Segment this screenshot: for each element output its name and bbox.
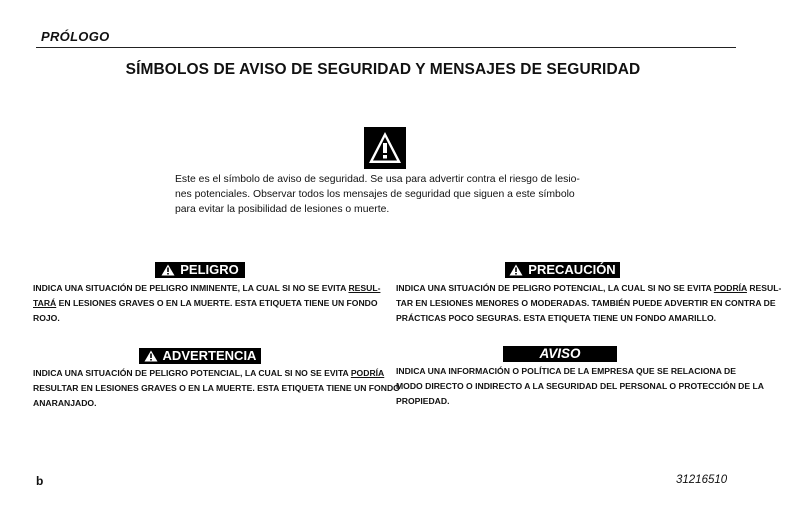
- page-title: SÍMBOLOS DE AVISO DE SEGURIDAD Y MENSAJES DE SEGURIDAD: [125, 61, 641, 78]
- advertencia-text-emphasis: PODRÍA: [350, 368, 385, 378]
- peligro-text: EN LESIONES GRAVES O EN LA MUERTE. ESTA ETIQUETA TIENE UN FONDO: [56, 298, 378, 308]
- advertencia-label-text: ADVERTENCIA: [162, 348, 257, 363]
- advertencia-description: [33, 366, 400, 411]
- precaucion-text-emphasis: PODRÍA: [713, 283, 747, 293]
- precaucion-text: INDICA UNA SITUACIÓN DE PELIGRO POTENCIAL, LA CUAL SI NO SE EVITA: [396, 283, 714, 293]
- advertencia-text: ANARANJADO.: [33, 398, 97, 408]
- peligro-label: [155, 262, 245, 278]
- warning-triangle-icon: [161, 264, 175, 276]
- document-number: 31216510: [676, 474, 728, 486]
- warning-triangle-icon: [364, 127, 406, 169]
- precaucion-text: TAR EN LESIONES MENORES O MODERADAS. TAMBIÉN PUEDE ADVERTIR EN CONTRA DE: [396, 298, 776, 308]
- safety-alert-symbol: [364, 127, 406, 169]
- section-header: PRÓLOGO: [41, 29, 110, 44]
- advertencia-label: [139, 348, 261, 364]
- peligro-text: INDICA UNA SITUACIÓN DE PELIGRO INMINENTE, LA CUAL SI NO SE EVITA: [33, 283, 349, 293]
- page-number: b: [36, 474, 44, 488]
- aviso-text: MODO DIRECTO O INDIRECTO A LA SEGURIDAD DEL PERSONAL O PROTECCIÓN DE LA: [396, 381, 764, 391]
- peligro-text-emphasis: TARÁ: [33, 298, 57, 308]
- precaucion-label-text: PRECAUCIÓN: [528, 262, 616, 277]
- intro-line: para evitar la posibilidad de lesiones o muerte.: [175, 204, 390, 215]
- peligro-text: ROJO.: [33, 313, 60, 323]
- precaucion-description: [396, 281, 781, 326]
- intro-line: Este es el símbolo de aviso de seguridad. Se usa para advertir contra el riesgo de lesio-: [175, 174, 580, 185]
- peligro-text-emphasis: RESUL-: [348, 283, 381, 293]
- precaucion-text: RESUL-: [746, 283, 782, 293]
- warning-triangle-icon: [509, 264, 523, 276]
- precaucion-label: [505, 262, 620, 278]
- advertencia-text: RESULTAR EN LESIONES GRAVES O EN LA MUERTE. ESTA ETIQUETA TIENE UN FONDO: [33, 383, 400, 393]
- aviso-text: PROPIEDAD.: [396, 396, 450, 406]
- aviso-description: [396, 364, 764, 409]
- aviso-label: [503, 346, 617, 362]
- peligro-description: [33, 281, 380, 326]
- advertencia-text: INDICA UNA SITUACIÓN DE PELIGRO POTENCIAL, LA CUAL SI NO SE EVITA: [33, 368, 351, 378]
- aviso-text: INDICA UNA INFORMACIÓN O POLÍTICA DE LA EMPRESA QUE SE RELACIONA DE: [396, 366, 736, 376]
- intro-line: nes potenciales. Observar todos los mensajes de seguridad que siguen a este símbolo: [175, 189, 575, 200]
- aviso-label-text: AVISO: [539, 346, 581, 361]
- intro-paragraph: [175, 172, 605, 217]
- warning-triangle-icon: [144, 350, 158, 362]
- header-divider: [36, 47, 736, 48]
- precaucion-text: PRÁCTICAS POCO SEGURAS. ESTA ETIQUETA TIENE UN FONDO AMARILLO.: [396, 313, 717, 323]
- peligro-label-text: PELIGRO: [180, 262, 239, 277]
